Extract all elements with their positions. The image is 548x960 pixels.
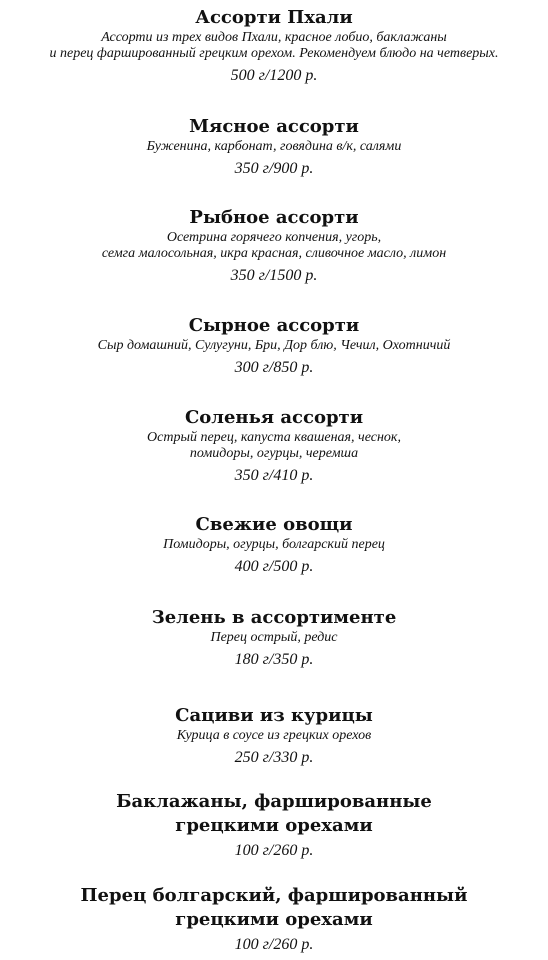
- menu-item-satsivi: [0, 704, 548, 769]
- dish-price: 100 г/260 р.: [234, 842, 314, 859]
- dish-title: Мясное ассорти: [189, 116, 359, 137]
- dish-title: Сырное ассорти: [188, 315, 360, 336]
- menu-item-myasnoe-assorti: [0, 115, 548, 180]
- dish-price: 180 г/350 р.: [234, 651, 314, 668]
- dish-description: Осетрина горячего копчения, угорь, семга малосольная, икра красная, сливочное масло, лимон: [101, 230, 447, 261]
- dish-title: Зелень в ассортименте: [151, 607, 397, 628]
- dish-description: Помидоры, огурцы, болгарский перец: [163, 537, 385, 552]
- menu-item-assorti-pkhali: [0, 6, 548, 87]
- dish-description: Курица в соусе из грецких орехов: [176, 728, 372, 743]
- dish-price: 400 г/500 р.: [234, 558, 314, 575]
- dish-title: Свежие овощи: [195, 514, 353, 535]
- menu-item-syrnoe-assorti: [0, 314, 548, 379]
- dish-title: Ассорти Пхали: [195, 7, 353, 28]
- dish-price: 500 г/1200 р.: [230, 67, 318, 84]
- menu-item-baklazhany: [0, 790, 548, 862]
- dish-title: Рыбное ассорти: [189, 207, 359, 228]
- dish-price: 350 г/1500 р.: [230, 267, 318, 284]
- dish-title: Соленья ассорти: [184, 407, 364, 428]
- menu-item-zelen: [0, 606, 548, 671]
- dish-description: Сыр домашний, Сулугуни, Бри, Дор блю, Чечил, Охотничий: [97, 338, 451, 353]
- dish-price: 350 г/410 р.: [234, 467, 314, 484]
- menu-item-svezhie-ovoshchi: [0, 513, 548, 578]
- dish-title: Перец болгарский, фаршированный грецкими орехами: [80, 885, 468, 930]
- menu-item-solenya-assorti: [0, 406, 548, 487]
- dish-title: Баклажаны, фаршированные грецкими орехами: [116, 791, 432, 836]
- dish-price: 300 г/850 р.: [234, 359, 314, 376]
- menu-item-rybnoe-assorti: [0, 206, 548, 287]
- dish-price: 100 г/260 р.: [234, 936, 314, 953]
- dish-description: Острый перец, капуста квашеная, чеснок, помидоры, огурцы, черемша: [147, 430, 401, 461]
- dish-title: Сациви из курицы: [175, 705, 373, 726]
- dish-description: Перец острый, редис: [210, 630, 338, 645]
- dish-price: 350 г/900 р.: [234, 160, 314, 177]
- dish-price: 250 г/330 р.: [234, 749, 314, 766]
- dish-description: Буженина, карбонат, говядина в/к, салями: [146, 139, 402, 154]
- menu-item-perets: [0, 884, 548, 956]
- dish-description: Ассорти из трех видов Пхали, красное лобио, баклажаны и перец фаршированный грецким орехом. Рекомендуем блюдо на четверых.: [49, 30, 499, 61]
